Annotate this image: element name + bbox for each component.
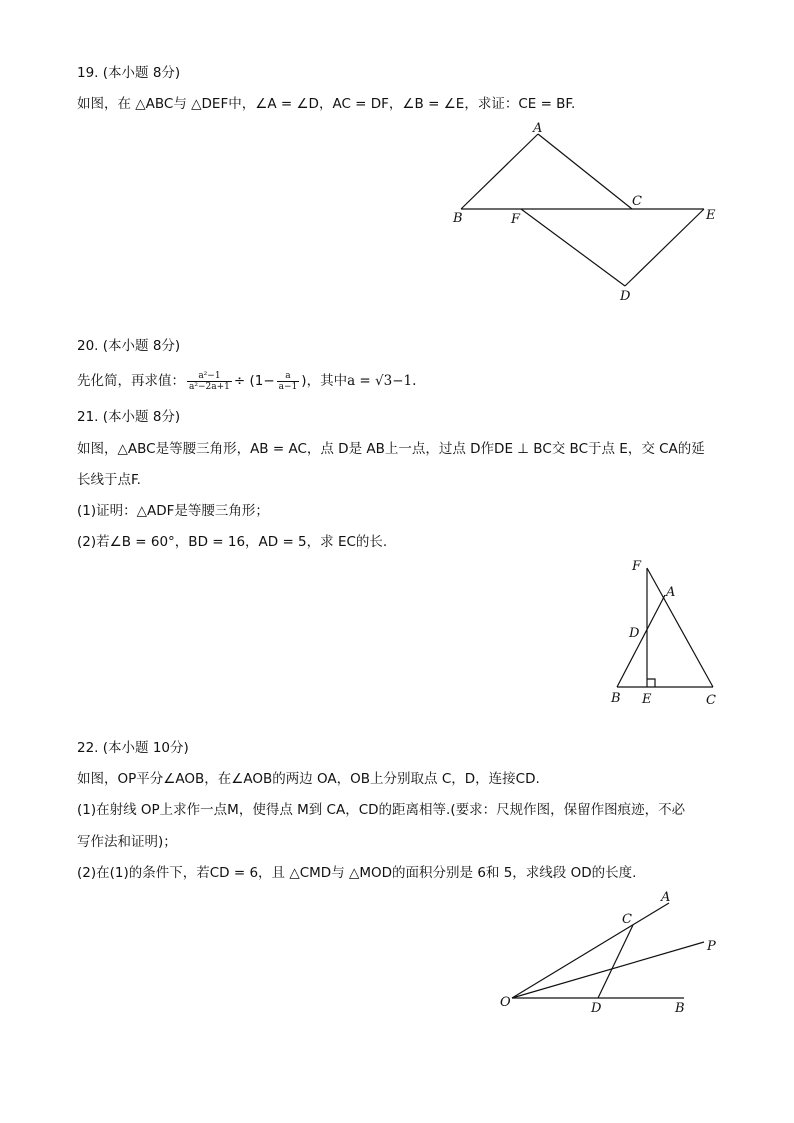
q21-label-a: A <box>666 585 676 600</box>
q22-label-o: O <box>500 995 511 1010</box>
q22-label-p: P <box>707 939 716 954</box>
q22-stem: 如图，OP平分∠AOB，在∠AOB的两边 OA，OB上分别取点 C，D，连接CD. <box>77 771 540 787</box>
q19-label-f: F <box>511 212 521 227</box>
q22-part2: (2)在(1)的条件下，若CD = 6，且 △CMD与 △MOD的面积分别是 6和 5，求线段 OD的长度. <box>77 865 637 881</box>
q20-a-value: a = √3−1. <box>347 373 417 389</box>
q20-frac2-num: a <box>277 371 300 382</box>
q21-line-fc <box>647 568 713 687</box>
q22-part1-line1: (1)在射线 OP上求作一点M，使得点 M到 CA，CD的距离相等.(要求：尺规作图，保留作图痕迹，不必 <box>77 802 686 818</box>
q19-figure <box>440 115 740 310</box>
q21-part1: (1)证明：△ADF是等腰三角形； <box>77 503 269 519</box>
q21-label-d: D <box>629 626 640 641</box>
q20-header: 20. (本小题 8分) <box>77 338 181 354</box>
q20-close: )，其中 <box>301 373 348 389</box>
q21-line-ba <box>617 595 665 687</box>
q19-line-de <box>625 209 704 286</box>
q22-part1-line2: 写作法和证明)； <box>77 834 177 850</box>
q22-figure <box>495 885 725 1020</box>
q19-label-e: E <box>706 208 716 223</box>
q21-label-b: B <box>611 691 621 706</box>
q22-header: 22. (本小题 10分) <box>77 740 189 756</box>
q22-label-b: B <box>675 1001 685 1016</box>
q20-prefix: 先化简，再求值： <box>77 373 185 389</box>
q22-ray-oa <box>512 903 669 998</box>
q21-label-e: E <box>642 692 652 707</box>
q22-ray-op <box>512 942 704 998</box>
q21-header: 21. (本小题 8分) <box>77 409 181 425</box>
q20-fraction-2 <box>277 371 300 392</box>
q19-line-fd <box>521 209 625 286</box>
q22-label-c: C <box>622 912 632 927</box>
q19-label-a: A <box>533 121 543 136</box>
q21-label-c: C <box>706 693 716 708</box>
q19-label-d: D <box>620 289 631 304</box>
q20-div: ÷ (1− <box>233 373 275 389</box>
q20-fraction-1 <box>187 371 232 392</box>
q22-label-d: D <box>591 1001 602 1016</box>
q19-stem: 如图，在 △ABC与 △DEF中，∠A = ∠D，AC = DF，∠B = ∠E，求证：CE = BF. <box>77 96 576 112</box>
q21-part2: (2)若∠B = 60°，BD = 16，AD = 5，求 EC的长. <box>77 534 388 550</box>
q21-right-angle-mark <box>647 679 655 687</box>
q20-frac1-den: a²−2a+1 <box>189 381 230 392</box>
q19-line-ba <box>461 134 538 209</box>
q20-frac2-den: a−1 <box>278 381 298 392</box>
q19-label-c: C <box>632 194 642 209</box>
q21-stem-line2: 长线于点F. <box>77 472 141 488</box>
q21-stem-line1: 如图，△ABC是等腰三角形，AB = AC，点 D是 AB上一点，过点 D作DE ⊥ BC交 BC于点 E，交 CA的延 <box>77 441 705 457</box>
q22-label-a: A <box>661 890 671 905</box>
q20-stem <box>77 368 416 394</box>
q21-label-f: F <box>632 559 642 574</box>
q19-header: 19. (本小题 8分) <box>77 65 181 81</box>
q19-line-ac <box>538 134 632 209</box>
q21-figure <box>605 555 730 710</box>
q20-frac1-num: a²−1 <box>187 371 232 382</box>
q19-label-b: B <box>453 211 463 226</box>
